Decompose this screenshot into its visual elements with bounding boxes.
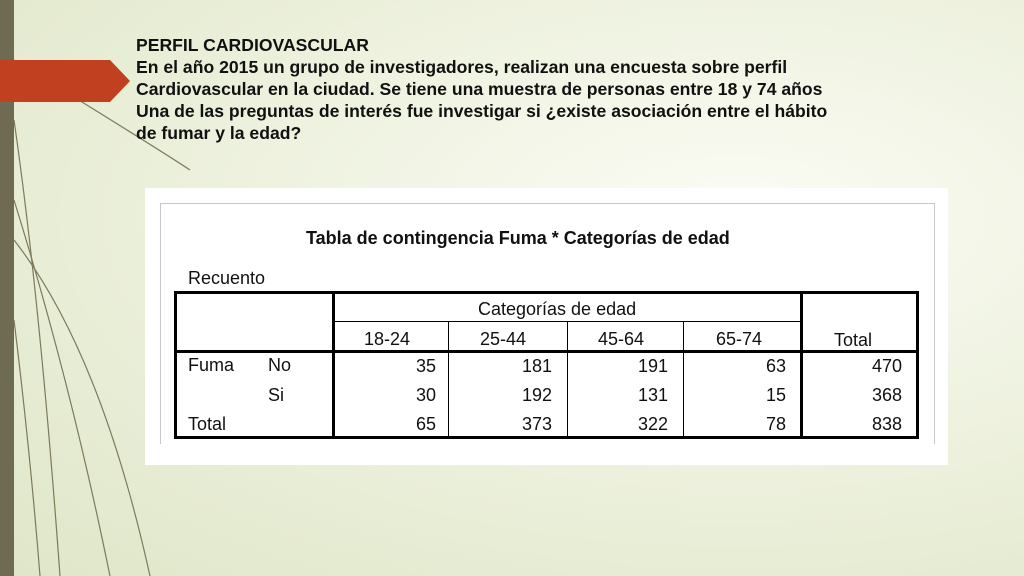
slide-title: PERFIL CARDIOVASCULAR [136, 35, 369, 55]
table-divider [567, 321, 568, 439]
table-title: Tabla de contingencia Fuma * Categorías de edad [306, 228, 730, 248]
table-cell: 131 [637, 385, 668, 405]
table-divider [174, 350, 919, 353]
table-divider [335, 321, 800, 322]
row-label: Si [268, 385, 285, 405]
table-cell: 65 [415, 414, 436, 434]
table-cell: 838 [871, 414, 902, 434]
slide-line-4: de fumar y la edad? [136, 123, 302, 143]
table-cell: 181 [521, 356, 552, 376]
column-header: 65-74 [716, 329, 763, 349]
table-divider [448, 321, 449, 439]
table-cell: 15 [765, 385, 786, 405]
table-divider [683, 321, 684, 439]
table-cell: 470 [871, 356, 902, 376]
table-cell: 191 [637, 356, 668, 376]
table-cell: 30 [415, 385, 436, 405]
arrow-banner [0, 60, 130, 102]
table-cell: 368 [871, 385, 902, 405]
slide-line-3: Una de las preguntas de interés fue investigar si ¿existe asociación entre el hábito [136, 101, 828, 121]
table-cell: 192 [521, 385, 552, 405]
table-cell: 373 [521, 414, 552, 434]
slide-text [136, 34, 1006, 144]
table-subtitle: Recuento [188, 268, 266, 288]
table-cell: 322 [637, 414, 668, 434]
row-label: No [268, 355, 292, 375]
table-divider [332, 291, 335, 439]
table-cell: 63 [765, 356, 786, 376]
column-header: 45-64 [598, 329, 645, 349]
row-group-label: Fuma [188, 355, 235, 375]
table-cell: 35 [415, 356, 436, 376]
table-cell: 78 [765, 414, 786, 434]
column-header: 25-44 [480, 329, 527, 349]
group-header: Categorías de edad [478, 299, 637, 319]
slide-line-1: En el año 2015 un grupo de investigadores, realizan una encuesta sobre perfil [136, 57, 788, 77]
slide-line-2: Cardiovascular en la ciudad. Se tiene una muestra de personas entre 18 y 74 años [136, 79, 823, 99]
total-row-label: Total [188, 414, 227, 434]
table-divider [800, 291, 803, 439]
column-header: 18-24 [364, 329, 411, 349]
total-header: Total [834, 330, 873, 350]
